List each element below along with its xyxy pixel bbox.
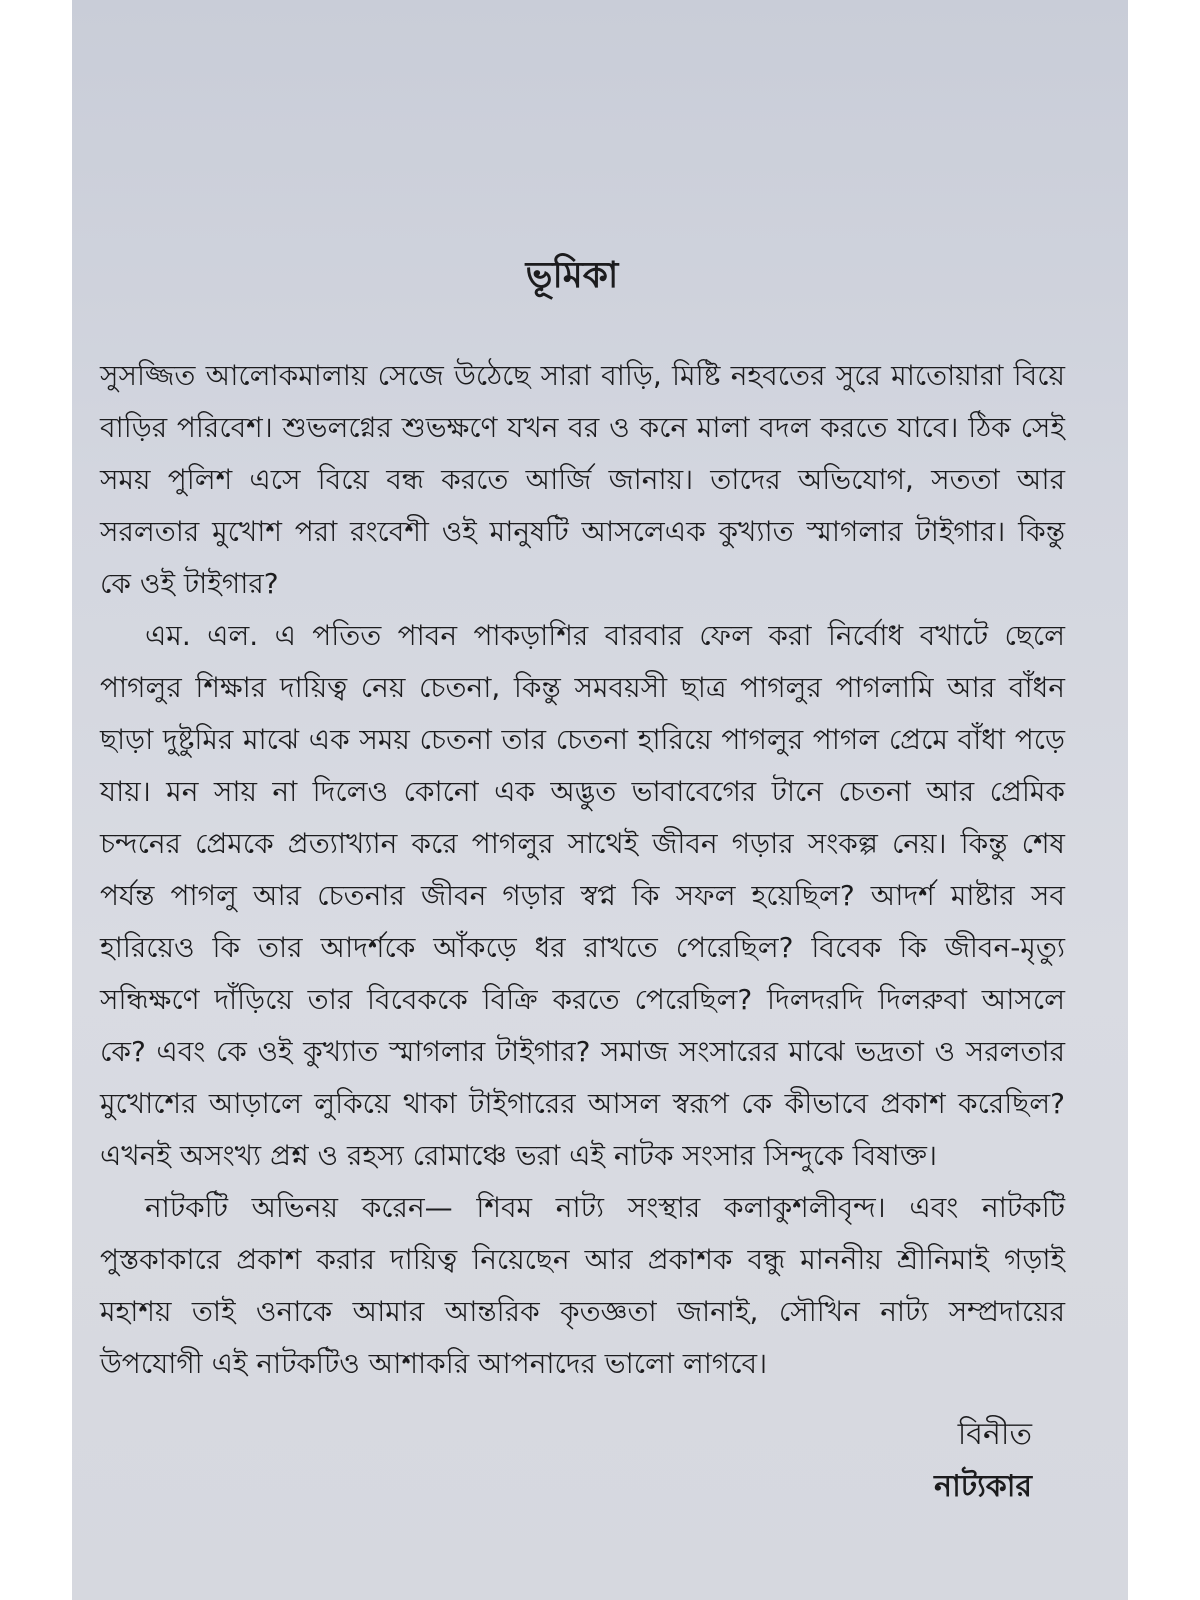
paragraph-1: সুসজ্জিত আলোকমালায় সেজে উঠেছে সারা বাড়ি, মিষ্টি নহবতের সুরে মাতোয়ারা বিয়ে বাড়ির পরিবেশ। শুভলগ্নের শুভক্ষণে যখন বর ও কনে মালা বদল করতে যাবে। ঠিক সেই সময় পুলিশ এসে বিয়ে বন্ধ করতে আর্জি জানায়। তাদের অভিযোগ, সততা আর সরলতার মুখোশ পরা রংবেশী ওই মানুষটি আসলেএক কুখ্যাত স্মাগলার টাইগার। কিন্তু কে ওই টাইগার? — [100, 359, 1065, 600]
book-page — [72, 0, 1128, 1600]
paragraph-3: নাটকটি অভিনয় করেন— শিবম নাট্য সংস্থার কলাকুশলীবৃন্দ। এবং নাটকটি পুস্তকাকারে প্রকাশ করার দায়িত্ব নিয়েছেন আর প্রকাশক বন্ধু মাননীয় শ্রীনিমাই গড়াই মহাশয় তাই ওনাকে আমার আন্তরিক কৃতজ্ঞতা জানাই, সৌখিন নাট্য সম্প্রদায়ের উপযোগী এই নাটকটিও আশাকরি আপনাদের ভালো লাগবে। — [100, 1191, 1065, 1380]
preface-body — [100, 350, 1065, 1390]
page-title: ভূমিকা — [525, 255, 619, 296]
paragraph-2: এম. এল. এ পতিত পাবন পাকড়াশির বারবার ফেল করা নির্বোধ বখাটে ছেলে পাগলুর শিক্ষার দায়িত্ব নেয় চেতনা, কিন্তু সমবয়সী ছাত্র পাগলুর পাগলামি আর বাঁধন ছাড়া দুষ্টুমির মাঝে এক সময় চেতনা তার চেতনা হারিয়ে পাগলুর পাগল প্রেমে বাঁধা পড়ে যায়। মন সায় না দিলেও কোনো এক অদ্ভুত ভাবাবেগের টানে চেতনা আর প্রেমিক চন্দনের প্রেমকে প্রত্যাখ্যান করে পাগলুর সাথেই জীবন গড়ার সংকল্প নেয়। কিন্তু শেষ পর্যন্ত পাগলু আর চেতনার জীবন গড়ার স্বপ্ন কি সফল হয়েছিল? আদর্শ মাষ্টার সব হারিয়েও কি তার আদর্শকে আঁকড়ে ধর রাখতে পেরেছিল? বিবেক কি জীবন-মৃত্যু সন্ধিক্ষণে দাঁড়িয়ে তার বিবেককে বিক্রি করতে পেরেছিল? দিলদরদি দিলরুবা আসলে কে? এবং কে ওই কুখ্যাত স্মাগলার টাইগার? সমাজ সংসারের মাঝে ভদ্রতা ও সরলতার মুখোশের আড়ালে লুকিয়ে থাকা টাইগারের আসল স্বরূপ কে কীভাবে প্রকাশ করেছিল? এখনই অসংখ্য প্রশ্ন ও রহস্য রোমাঞ্চে ভরা এই নাটক সংসার সিন্দুকে বিষাক্ত। — [100, 619, 1065, 1172]
signoff-text: বিনীত — [957, 1417, 1032, 1452]
author-signature: নাট্যকার — [934, 1469, 1032, 1504]
